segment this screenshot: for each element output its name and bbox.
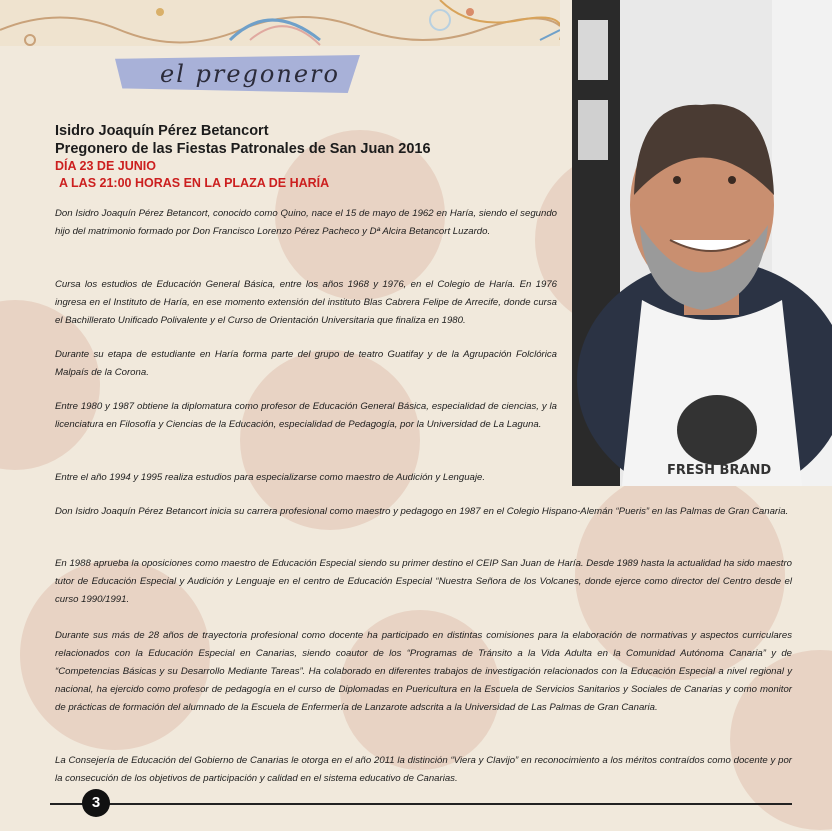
- paragraph: Durante sus más de 28 años de trayectoria profesional como docente ha participado en distintas comisiones para la elaboración de normativas y aspectos curriculares relacionados con la Educación Especial en Canarias, siendo coautor de los “Programas de Tránsito a la Vida Adulta en la Comunidad Autónoma Canaria” y de “Competencias Básicas y su Desarrollo Mediante Tareas”. Ha colaborado en diferentes trabajos de investigación relacionados con la Educación Especial a nivel regional y nacional, ha ejercido como profesor de pedagogía en el curso de Diplomadas en Puericultura en la Escuela de Servicios Sanitarios y Sociales de Canarias y como monitor de prácticas de formación del alumnado de la Escuela de Enfermería de Lanzarote adscrita a la Universidad de Las Palmas de Gran Canaria.: [55, 630, 792, 713]
- paragraph: Durante su etapa de estudiante en Haría forma parte del grupo de teatro Guatifay y de la Agrupación Folclórica Malpaís de la Corona.: [55, 349, 557, 378]
- event-time: A LAS 21:00 HORAS EN LA PLAZA DE HARÍA: [59, 176, 330, 190]
- paragraph: En 1988 aprueba la oposiciones como maestro de Educación Especial siendo su primer destino el CEIP San Juan de Haría. Desde 1989 hasta la actualidad ha sido maestro tutor de Educación Especial y Audición y Lenguaje en el centro de Educación Especial “Nuestra Señora de los Volcanes, donde ejerce como director del Centro desde el curso 1990/1991.: [55, 558, 792, 605]
- paragraph: Cursa los estudios de Educación General Básica, entre los años 1968 y 1976, en el Colegio de Haría. En 1976 ingresa en el Instituto de Haría, en ese momento extensión del instituto Blas Cabrera Felipe de Arrecife, donde cursa el Bachillerato Unificado Polivalente y el Curso de Orientación Universitaria que finaliza en 1980.: [55, 279, 557, 326]
- shirt-print: FRESH BRAND: [667, 463, 772, 478]
- paragraph: La Consejería de Educación del Gobierno de Canarias le otorga en el año 2011 la distinción “Viera y Clavijo” en reconocimiento a los méritos contraídos como docente y por la consecución de los objetivos de participación y calidad en el sistema educativo de Canarias.: [55, 755, 792, 784]
- paragraph: Entre 1980 y 1987 obtiene la diplomatura como profesor de Educación General Básica, especialidad de ciencias, y la licenciatura en Filosofía y Ciencias de la Educación, especialidad de Pedagogía, por la Universidad de La Laguna.: [55, 401, 557, 430]
- person-name: Isidro Joaquín Pérez Betancort: [55, 123, 269, 139]
- article-header: [55, 122, 555, 192]
- footer-rule: [50, 803, 792, 805]
- paragraph: Entre el año 1994 y 1995 realiza estudios para especializarse como maestro de Audición y Lenguaje.: [55, 472, 486, 483]
- portrait-photo: [572, 0, 832, 486]
- event-date: DÍA 23 DE JUNIO: [55, 159, 156, 173]
- section-label: el pregonero: [160, 60, 340, 88]
- page-number: 3: [82, 789, 110, 817]
- paragraph: Don Isidro Joaquín Pérez Betancort inicia su carrera profesional como maestro y pedagogo en 1987 en el Colegio Hispano-Alemán “Pueris” en las Palmas de Gran Canaria.: [55, 506, 789, 517]
- paragraph: Don Isidro Joaquín Pérez Betancort, conocido como Quino, nace el 15 de mayo de 1962 en Haría, siendo el segundo hijo del matrimonio formado por Don Francisco Lorenzo Pérez Pacheco y Dª Alcira Betancort Luzardo.: [55, 208, 557, 237]
- person-title: Pregonero de las Fiestas Patronales de San Juan 2016: [55, 141, 431, 157]
